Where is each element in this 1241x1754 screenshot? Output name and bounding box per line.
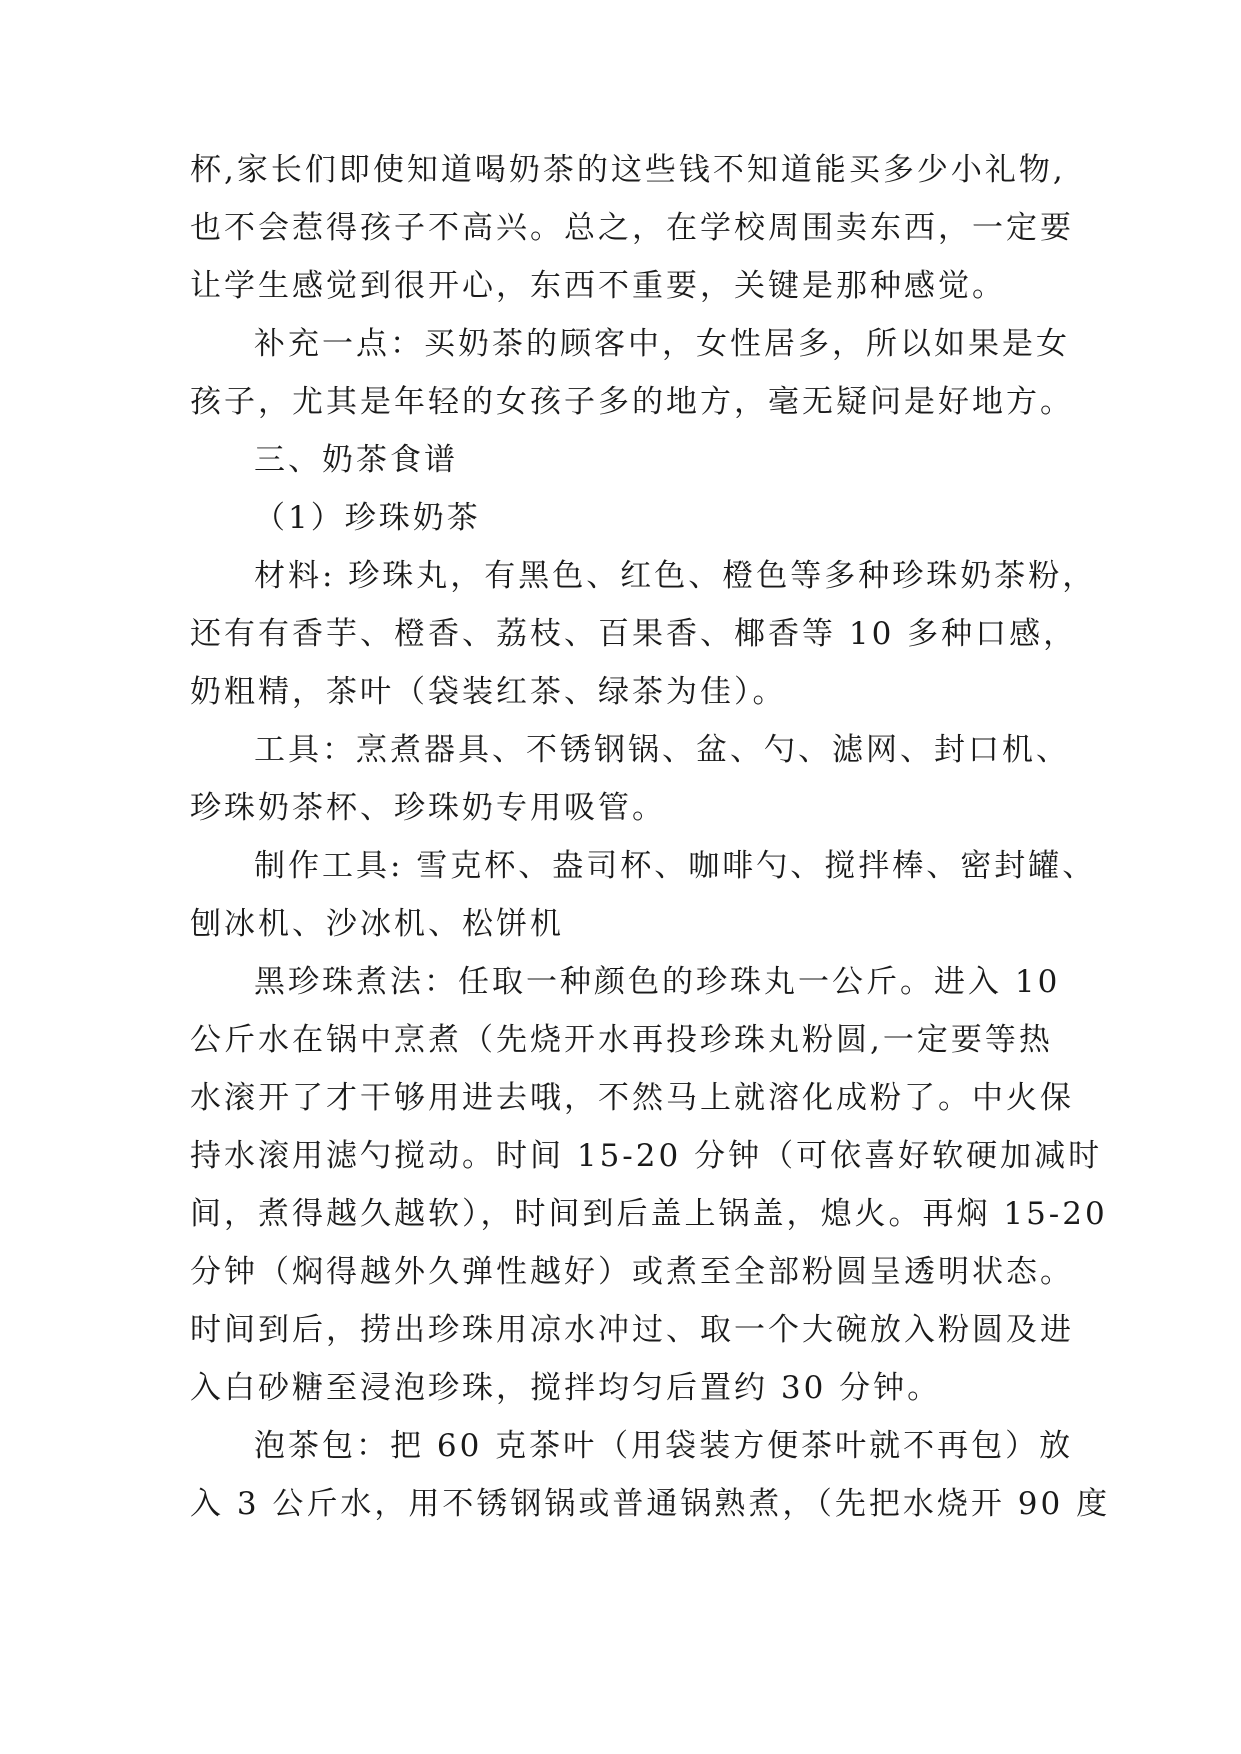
text-line: 珍珠奶茶杯、珍珠奶专用吸管。 [190, 790, 666, 826]
text-line: 时间到后，捞出珍珠用凉水冲过、取一个大碗放入粉圆及进 [190, 1312, 1074, 1348]
text-line: 奶粗精，茶叶（袋装红茶、绿茶为佳）。 [190, 674, 787, 710]
text-line: 入白砂糖至浸泡珍珠，搅拌均匀后置约 30 分钟。 [190, 1370, 942, 1406]
text-line: 公斤水在锅中烹煮（先烧开水再投珍珠丸粉圆,一定要等热 [190, 1022, 1053, 1058]
text-line: 间，煮得越久越软），时间到后盖上锅盖，熄火。再焖 15-20 [190, 1196, 1108, 1232]
text-line: 分钟（焖得越外久弹性越好）或煮至全部粉圆呈透明状态。 [190, 1254, 1074, 1290]
text-line: 补充一点：买奶茶的顾客中，女性居多，所以如果是女 [254, 326, 1070, 362]
text-line: 黑珍珠煮法：任取一种颜色的珍珠丸一公斤。进入 10 [254, 964, 1061, 1000]
section-heading: 三、奶茶食谱 [254, 442, 458, 478]
text-line: 工具：烹煮器具、不锈钢锅、盆、勺、滤网、封口机、 [254, 732, 1070, 768]
text-line: 孩子，尤其是年轻的女孩子多的地方，毫无疑问是好地方。 [190, 384, 1074, 420]
text-line: 让学生感觉到很开心，东西不重要，关键是那种感觉。 [190, 268, 1006, 304]
text-line: 材料: 珍珠丸，有黑色、红色、橙色等多种珍珠奶茶粉， [254, 558, 1097, 594]
text-line: 刨冰机、沙冰机、松饼机 [190, 906, 564, 942]
text-line: 也不会惹得孩子不高兴。总之，在学校周围卖东西，一定要 [190, 210, 1074, 246]
subsection-heading: （1）珍珠奶茶 [254, 500, 481, 536]
text-line: 入 3 公斤水，用不锈钢锅或普通锅熟煮，（先把水烧开 90 度 [190, 1486, 1111, 1522]
text-line: 杯,家长们即使知道喝奶茶的这些钱不知道能买多少小礼物, [190, 152, 1066, 188]
text-line: 还有有香芋、橙香、荔枝、百果香、椰香等 10 多种口感， [190, 616, 1078, 652]
text-line: 泡茶包：把 60 克茶叶（用袋装方便茶叶就不再包）放 [254, 1428, 1074, 1464]
text-line: 持水滚用滤勺搅动。时间 15-20 分钟（可依喜好软硬加减时 [190, 1138, 1103, 1174]
text-line: 水滚开了才干够用进去哦，不然马上就溶化成粉了。中火保 [190, 1080, 1074, 1116]
text-line: 制作工具: 雪克杯、盎司杯、咖啡勺、搅拌棒、密封罐、 [254, 848, 1097, 884]
